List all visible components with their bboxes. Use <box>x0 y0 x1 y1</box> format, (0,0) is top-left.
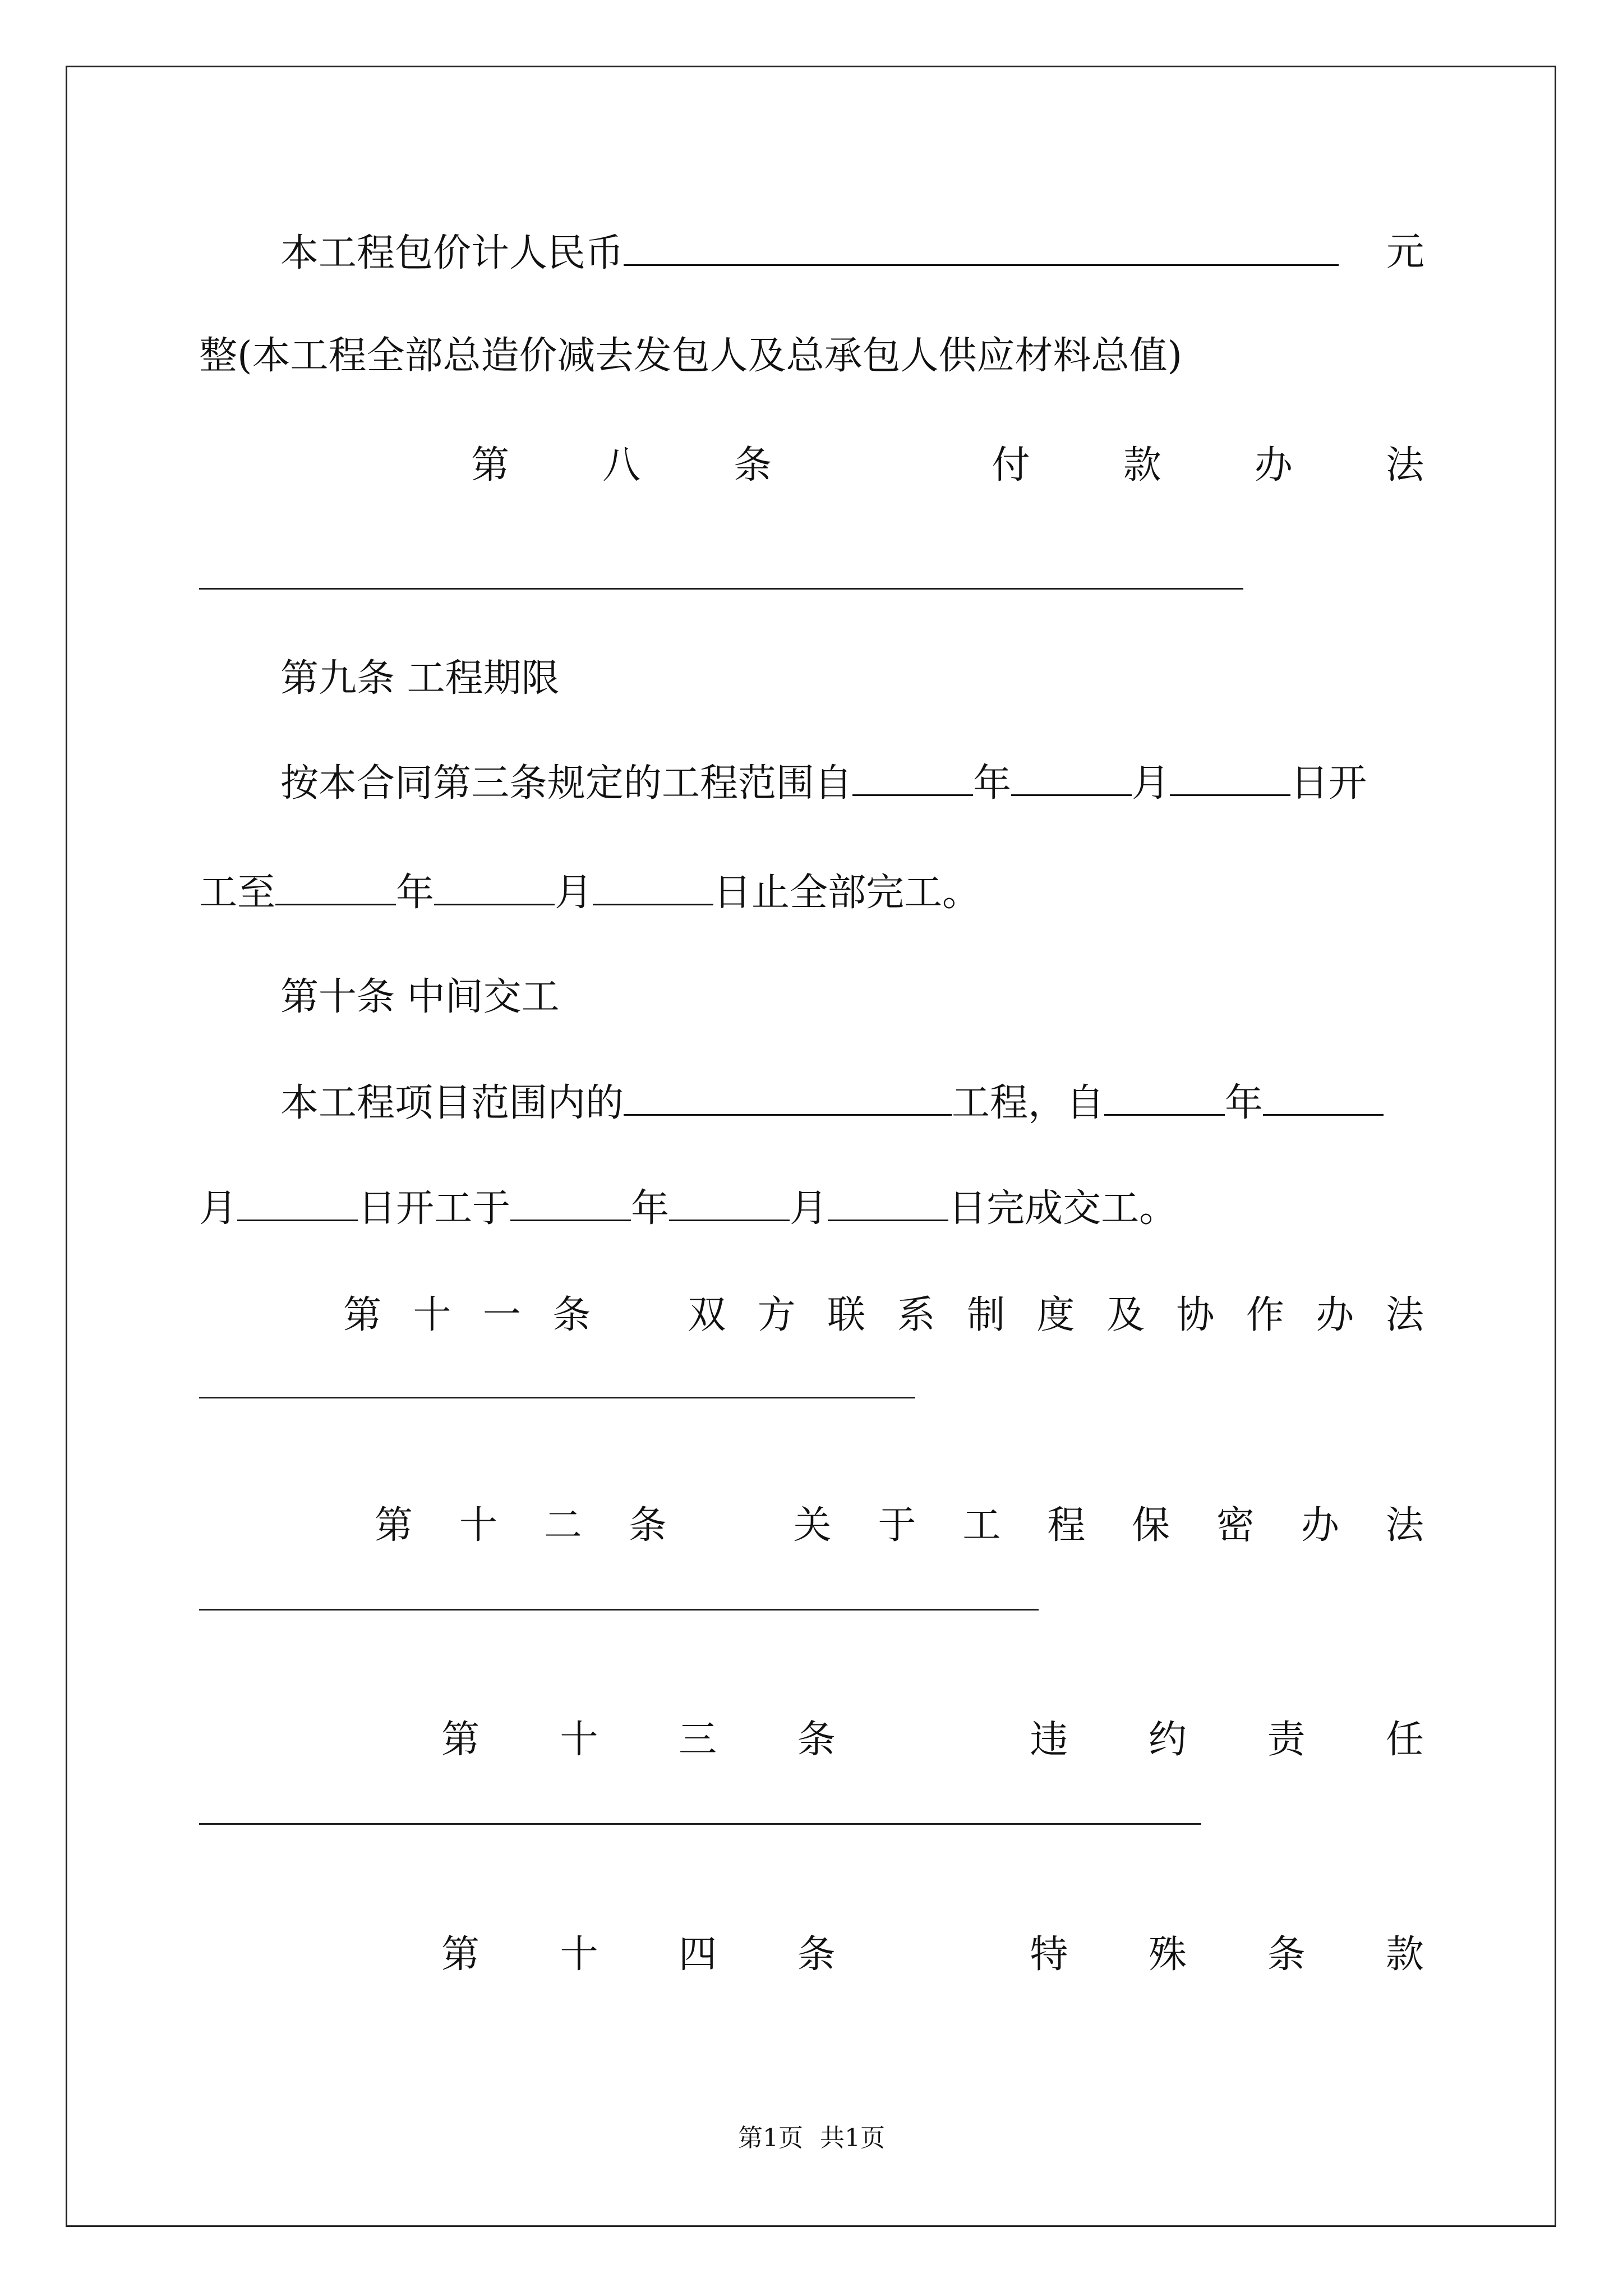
heading-char: 责 <box>1267 1718 1306 1762</box>
heading-char: 约 <box>1148 1718 1187 1762</box>
heading-char: 殊 <box>1148 1932 1187 1977</box>
heading-char <box>623 1290 656 1341</box>
heading-char: 条 <box>797 1932 836 1977</box>
heading-char: 条 <box>552 1293 591 1337</box>
heading-char: 第 <box>441 1718 480 1762</box>
heading-char: 密 <box>1216 1503 1255 1548</box>
heading-char: 作 <box>1246 1293 1284 1337</box>
end-month-blank <box>434 867 555 905</box>
heading-char: 系 <box>897 1293 935 1337</box>
heading-char: 违 <box>1030 1718 1068 1762</box>
heading-char: 八 <box>602 443 641 487</box>
heading-char: 制 <box>967 1293 1006 1337</box>
article-10-dates: 月 日开工于 年 月 日完成交工。 <box>199 1182 1177 1233</box>
page-number: 第1页 <box>738 2124 803 2152</box>
heading-char: 付 <box>992 443 1030 487</box>
heading-char: 于 <box>878 1503 916 1548</box>
heading-char: 方 <box>757 1293 796 1337</box>
heading-char: 款 <box>1123 443 1161 487</box>
article-10-scope: 本工程项目范围内的 工程，自 年 <box>280 1077 1384 1128</box>
heading-char: 条 <box>1267 1932 1306 1977</box>
heading-char: 四 <box>679 1932 717 1977</box>
end-day-blank <box>593 867 713 905</box>
article-9-end-date: 工至 年 月 日止全部完工。 <box>199 867 980 917</box>
contract-price-note: 整(本工程全部总造价减去发包人及总承包人供应材料总值) <box>199 334 1183 378</box>
heading-char: 一 <box>482 1293 521 1337</box>
heading-char: 度 <box>1036 1293 1075 1337</box>
heading-char <box>916 1930 949 1980</box>
heading-char: 关 <box>793 1503 832 1548</box>
contract-price-unit: 元 <box>1386 230 1425 274</box>
heading-char: 二 <box>543 1503 582 1548</box>
heading-char: 十 <box>413 1293 451 1337</box>
article-14-heading <box>441 1930 1424 1980</box>
end-year-blank <box>275 867 396 905</box>
article-11-heading <box>343 1290 1424 1341</box>
page-border <box>66 66 1556 2227</box>
handover-end-year-blank <box>510 1182 631 1221</box>
handover-start-year-blank <box>1104 1077 1225 1116</box>
heading-char: 程 <box>1047 1503 1086 1548</box>
handover-end-day-blank <box>828 1182 948 1221</box>
heading-char: 办 <box>1254 443 1293 487</box>
heading-char: 联 <box>827 1293 866 1337</box>
page-footer <box>0 2122 1623 2155</box>
heading-char: 保 <box>1132 1503 1170 1548</box>
article-8-blank-line <box>199 588 1243 590</box>
article-11-blank-line <box>199 1397 915 1398</box>
article-8-heading <box>471 440 1424 491</box>
heading-char: 十 <box>560 1932 598 1977</box>
heading-char: 款 <box>1385 1932 1424 1977</box>
heading-char: 工 <box>962 1503 1001 1548</box>
work-name-blank <box>624 1077 952 1116</box>
heading-char: 法 <box>1385 1503 1424 1548</box>
page-total: 共1页 <box>820 2124 885 2152</box>
heading-char: 条 <box>628 1503 667 1548</box>
heading-char: 条 <box>797 1718 836 1762</box>
heading-char: 及 <box>1106 1293 1145 1337</box>
heading-char: 条 <box>734 443 772 487</box>
handover-start-day-blank <box>237 1182 358 1221</box>
heading-char <box>865 440 898 491</box>
heading-char: 法 <box>1385 443 1424 487</box>
start-day-blank <box>1170 757 1290 796</box>
heading-char: 法 <box>1385 1293 1424 1337</box>
heading-char: 第 <box>441 1932 480 1977</box>
heading-char: 任 <box>1385 1718 1424 1762</box>
article-13-blank-line <box>199 1823 1201 1825</box>
heading-char: 第 <box>375 1503 413 1548</box>
start-month-blank <box>1011 757 1132 796</box>
heading-char: 双 <box>688 1293 726 1337</box>
article-10-heading: 第十条 中间交工 <box>280 975 560 1019</box>
heading-char: 办 <box>1301 1503 1339 1548</box>
heading-char: 办 <box>1316 1293 1354 1337</box>
handover-start-month-blank <box>1263 1077 1384 1116</box>
heading-char: 第 <box>343 1293 382 1337</box>
contract-price-line: 本工程包价计人民币 <box>280 227 1339 278</box>
heading-char: 协 <box>1176 1293 1215 1337</box>
heading-char: 第 <box>471 443 510 487</box>
article-9-heading: 第九条 工程期限 <box>280 656 560 701</box>
article-9-start-date: 按本合同第三条规定的工程范围自 年 月 日开 <box>280 757 1367 808</box>
price-blank <box>624 227 1339 266</box>
article-12-blank-line <box>199 1609 1039 1611</box>
heading-char: 三 <box>679 1718 717 1762</box>
heading-char: 特 <box>1030 1932 1068 1977</box>
heading-char: 十 <box>459 1503 497 1548</box>
heading-char <box>916 1715 949 1765</box>
article-12-heading <box>375 1501 1424 1551</box>
article-13-heading <box>441 1715 1424 1765</box>
heading-char <box>713 1501 747 1551</box>
handover-end-month-blank <box>669 1182 790 1221</box>
start-year-blank <box>852 757 973 796</box>
heading-char: 十 <box>560 1718 598 1762</box>
